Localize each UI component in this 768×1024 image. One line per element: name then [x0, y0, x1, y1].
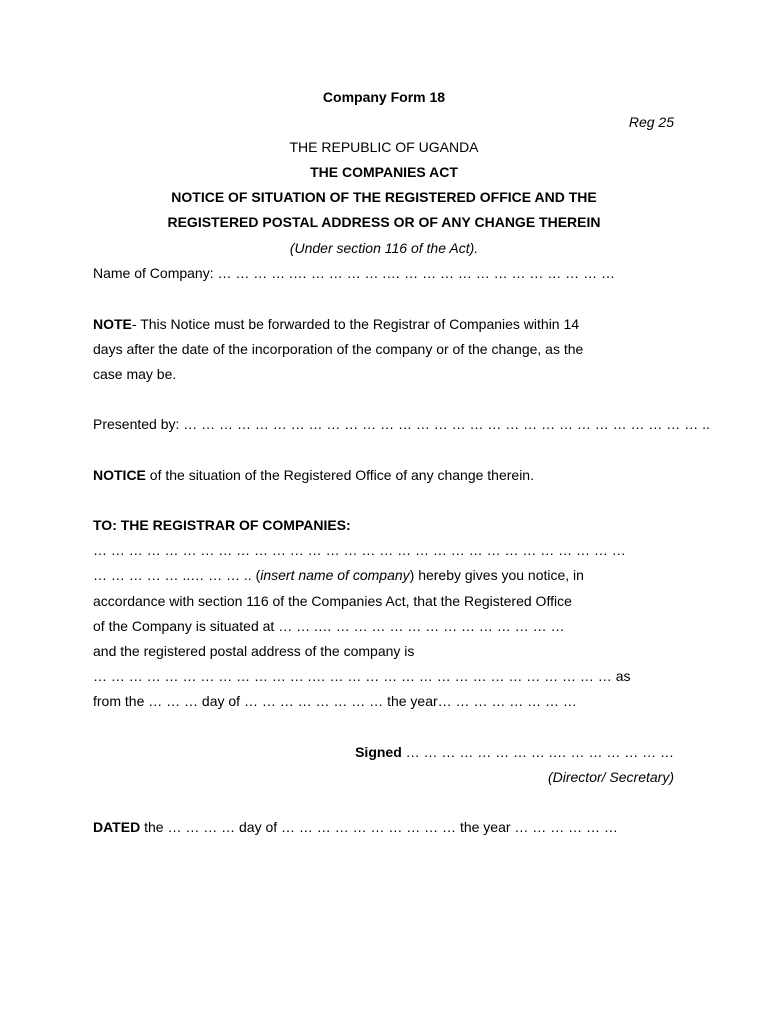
dated-the-text: the	[140, 819, 168, 835]
dated-label: DATED	[93, 819, 141, 835]
name-of-company-label: Name of Company:	[93, 265, 214, 281]
regulation-reference: Reg 25	[628, 114, 674, 130]
signatory-role: (Director/ Secretary)	[547, 769, 674, 785]
notice-text: of the situation of the Registered Office of any change therein.	[145, 467, 534, 483]
presented-by-line	[93, 415, 710, 433]
postal-address-line: and the registered postal address of the company is	[93, 643, 415, 659]
note-line-1	[93, 315, 579, 333]
from-the-text: from the	[93, 693, 149, 709]
from-month-blank: … … … … … … … …	[243, 693, 388, 709]
form-title: Company Form 18	[322, 89, 446, 105]
the-year-text: the year	[387, 693, 438, 709]
name-of-company-line	[93, 264, 615, 282]
under-section: (Under section 116 of the Act).	[289, 240, 479, 256]
notice-title-line-1: NOTICE OF SITUATION OF THE REGISTERED OFFICE AND THE	[171, 189, 597, 205]
situated-at-blank: … … .… … … … … … … … … … … … … …	[278, 618, 565, 634]
as-text: as	[611, 668, 631, 684]
note-text-1: - This Notice must be forwarded to the Registrar of Companies within 14	[131, 316, 580, 332]
postal-address-blank-line	[93, 667, 631, 685]
registrar-blank-line: … … … … … … … … … … … … … … … … … … … … … … … … … … … … … …	[93, 542, 626, 558]
republic-heading: THE REPUBLIC OF UGANDA	[289, 139, 479, 155]
presented-by-blank: … … … … … … … … … … … … … … … … … … … … … … … … … … … … … ..	[183, 416, 710, 432]
from-date-line	[93, 692, 577, 710]
company-name-blank: … … … … … ..… … … .. (	[93, 567, 261, 583]
dated-day-of-text: day of	[239, 819, 282, 835]
notice-label: NOTICE	[93, 467, 146, 483]
dated-day-blank: … … … …	[167, 819, 239, 835]
notice-line	[93, 466, 534, 484]
dated-year-blank: … … … … … …	[514, 819, 618, 835]
situated-at-text: of the Company is situated at	[93, 618, 279, 634]
signed-label: Signed	[355, 744, 402, 760]
note-label: NOTE	[93, 316, 132, 332]
note-line-2: days after the date of the incorporation of the company or of the change, as the	[93, 341, 584, 357]
to-registrar-heading: TO: THE REGISTRAR OF COMPANIES:	[93, 517, 351, 533]
day-of-text: day of	[201, 693, 244, 709]
dated-line	[93, 818, 618, 836]
postal-address-blank: … … … … … … … … … … … … .… … … … … … … … … … … … … … … … …	[93, 668, 612, 684]
from-year-blank: … … … … … … … …	[437, 693, 577, 709]
from-day-blank: … … …	[148, 693, 202, 709]
signed-line	[355, 743, 674, 761]
company-name-notice-line	[93, 566, 584, 584]
situated-at-line	[93, 617, 564, 635]
dated-year-text: the year	[459, 819, 515, 835]
signature-blank: … … … … … … … … .… … … … … … …	[401, 744, 674, 760]
presented-by-label: Presented by:	[93, 416, 180, 432]
notice-title-line-2: REGISTERED POSTAL ADDRESS OR OF ANY CHANGE THEREIN	[167, 214, 601, 230]
insert-name-hint: insert name of company	[260, 567, 410, 583]
accordance-line: accordance with section 116 of the Companies Act, that the Registered Office	[93, 593, 572, 609]
dated-month-blank: … … … … … … … … … …	[281, 819, 460, 835]
gives-notice-text: ) hereby gives you notice, in	[409, 567, 584, 583]
act-heading: THE COMPANIES ACT	[310, 164, 458, 180]
note-line-3: case may be.	[93, 366, 177, 382]
name-of-company-blank: … … … … .… … … … … .… … … … … … … … … … … … …	[217, 265, 615, 281]
